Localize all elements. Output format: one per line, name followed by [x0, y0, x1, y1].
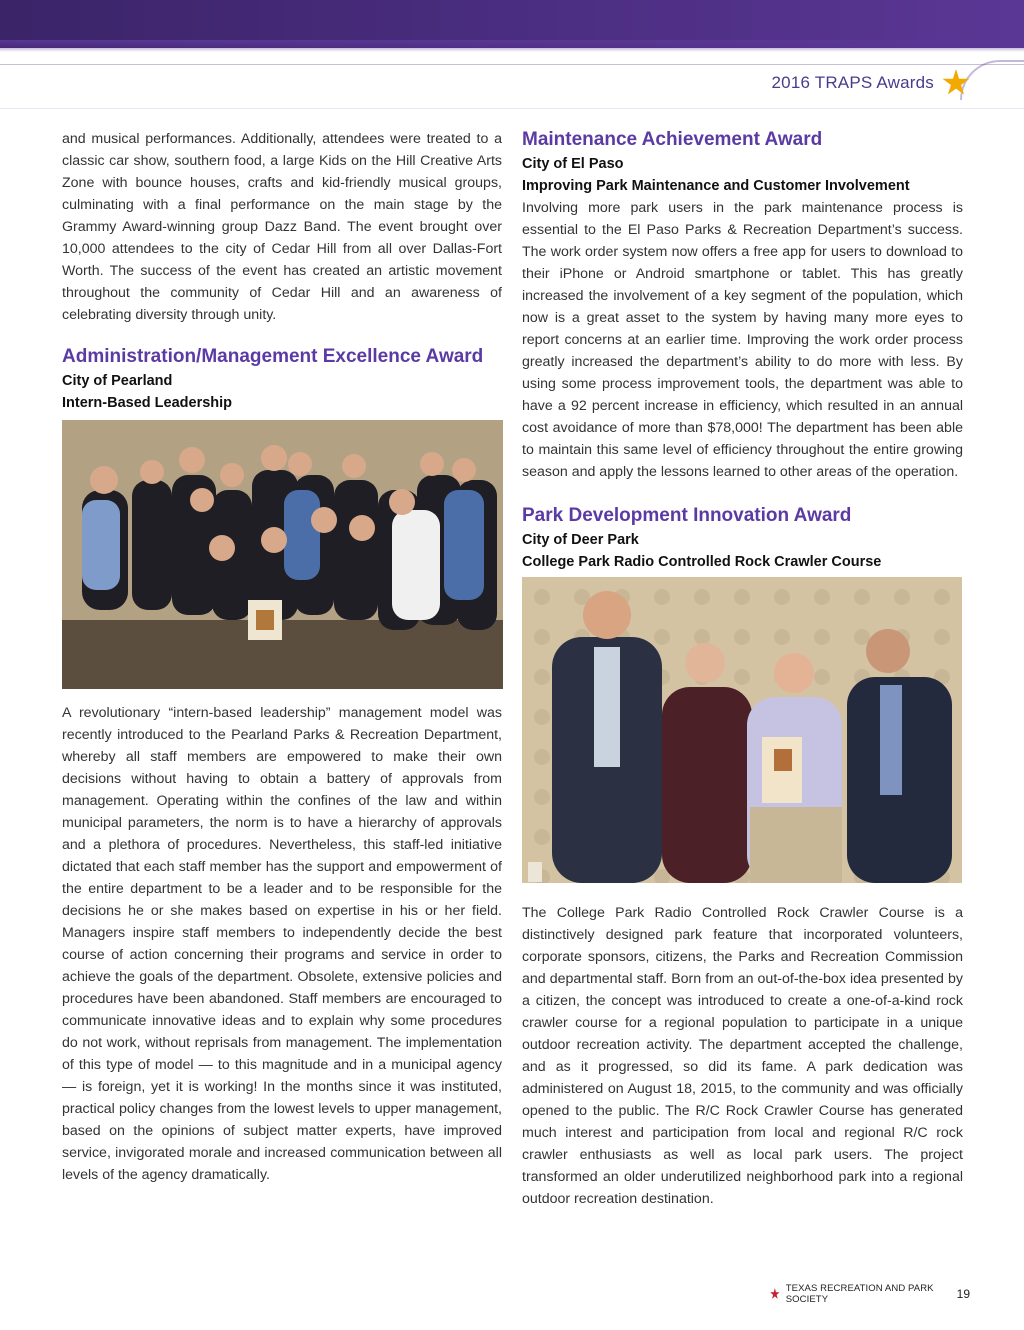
header-rule	[0, 64, 1024, 65]
development-award-heading	[522, 503, 963, 573]
award-title-development: Park Development Innovation Award	[522, 505, 852, 526]
award-title-administration: Administration/Management Excellence Award	[62, 346, 484, 367]
deer-park-body	[522, 902, 963, 1210]
pearland-paragraph: A revolutionary “intern-based leadership” management model was recently introduced to the Pearland Parks & Recreation Department, whereby all staff members are empowered to make their own decisions without having to obtain a battery of approvals from management. Operating within the confines of the law and within municipal parameters, the norm is to have a hierarchy of approvals and a plethora of procedures. Nevertheless, this staff-led initiative dictated that each staff member has the support and empowerment of the entire department to be a leader and to be responsible for the decisions he or she makes based on expertise in his or her field. Managers inspire staff members to independently decide the best course of action concerning their programs and service in order to achieve the goals of the department. Obsolete, extensive policies and procedures have been abandoned. Staff members are encouraged to communicate innovative ideas and to explain why some procedures do not work, without reprisals from management. The implementation of this type of model — to this magnitude and in a municipal agency — is foreign, yet it is working! In the months since it was instituted, practical policy changes from the lowest levels to upper management, based on the opinions of subject matter experts, have improved service, invigorated morale and increased communication between all levels of the agency dramatically.	[62, 705, 502, 1183]
footer-star-icon	[770, 1288, 780, 1300]
admin-award-heading	[62, 344, 502, 414]
deer-park-paragraph: The College Park Radio Controlled Rock Crawler Course is a distinctively designed park feature that incorporated volunteers, corporate sponsors, citizens, the Parks and Recreation Commission and departmental staff. Born from an out-of-the-box idea presented by a citizen, the concept was introduced to create a one-of-a-kind rock crawler course for a regional population to participate in a unique outdoor recreation activity. The department accepted the challenge, and as it progressed, so did its fame. A park dedication was administered on August 18, 2015, to the community and was officially opened to the public. The R/C Rock Crawler Course has generated much interest and participation from local and regional R/C rock crawler enthusiasts as well as local park users. The project transformed an older underutilized neighborhood park into a regional outdoor recreation destination.	[522, 905, 963, 1207]
star-icon	[942, 69, 970, 97]
award-project-deer-park: College Park Radio Controlled Rock Crawler Course	[522, 554, 882, 570]
award-title-maintenance: Maintenance Achievement Award	[522, 129, 823, 150]
group-photo-illustration	[62, 420, 503, 689]
maintenance-award-section	[522, 127, 963, 483]
intro-paragraph: and musical performances. Additionally, attendees were treated to a classic car show, southern food, a large Kids on the Hill Creative Arts Zone with bounce houses, crafts and kid-friendly musical groups, culminating with a final performance on the main stage by the Grammy Award-winning group Dazz Band. The event brought over 10,000 attendees to the city of Cedar Hill from all over Dallas-Fort Worth. The success of the event has created an artistic movement throughout the community of Cedar Hill and an awareness of celebrating diversity through unity.	[62, 131, 502, 323]
award-project-pearland: Intern-Based Leadership	[62, 395, 233, 411]
footer-organization: TEXAS RECREATION AND PARK SOCIETY	[785, 1283, 934, 1305]
el-paso-paragraph: Involving more park users in the park maintenance process is essential to the El Paso Parks & Recreation Department’s success. The work order system now offers a free app for users to download to their iPhone or Android smartphone or tablet. This has greatly increased the involvement of a key segment of the population, which now is a great asset to the system by having many more eyes to report concerns at an earlier time. Improving the work order process greatly increased the department’s ability to do more with less. By using some process improvement tools, the department was able to have a 92 percent increase in efficiency, which resulted in an annual cost avoidance of more than $78,000! The department has been able to maintain this same level of efficiency throughout the entire growing season and apply the lessons learned to other areas of the operation.	[522, 200, 963, 480]
running-head	[740, 68, 970, 98]
left-intro	[62, 128, 502, 326]
award-city-el-paso: City of El Paso	[522, 156, 624, 172]
pearland-body	[62, 702, 502, 1186]
header-rule-secondary	[0, 108, 1024, 109]
deer-park-photo	[522, 577, 962, 883]
page-footer	[770, 1284, 970, 1304]
page-number: 19	[956, 1287, 970, 1301]
award-city-pearland: City of Pearland	[62, 373, 173, 389]
header-band-fade	[0, 40, 1024, 52]
award-city-deer-park: City of Deer Park	[522, 532, 639, 548]
award-project-el-paso: Improving Park Maintenance and Customer Involvement	[522, 178, 910, 194]
running-head-title: 2016 TRAPS Awards	[771, 73, 934, 92]
pearland-group-photo	[62, 420, 503, 689]
deer-park-photo-illustration	[522, 577, 962, 883]
